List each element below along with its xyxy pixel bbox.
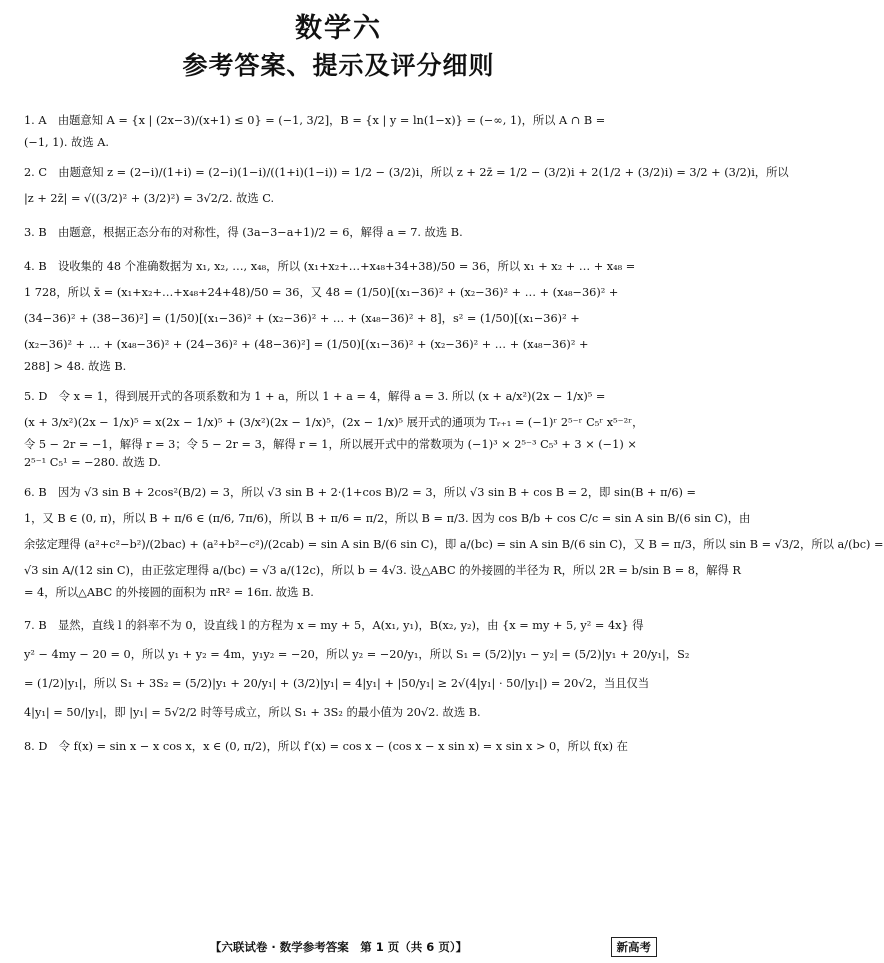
answer-line: y² − 4my − 20 = 0，所以 y₁ + y₂ = 4m，y₁y₂ = −20，所以 y₂ = −20/y₁，所以 S₁ = (5/2)|y₁ − y₂| = (5/2)|y₁ + 20/y₁|，S₂	[24, 648, 690, 661]
page-footer	[0, 937, 677, 957]
answer-line: 288] > 48. 故选 B.	[24, 360, 127, 373]
answer-line: 4|y₁| = 50/|y₁|，即 |y₁| = 5√2/2 时等号成立，所以 S₁ + 3S₂ 的最小值为 20√2. 故选 B.	[24, 706, 481, 719]
answer-line: 3. B 由题意，根据正态分布的对称性，得 (3a−3−a+1)/2 = 6，解得 a = 7. 故选 B.	[24, 226, 463, 239]
answer-line: (−1, 1). 故选 A.	[24, 136, 109, 149]
answer-line: = (1/2)|y₁|，所以 S₁ + 3S₂ = (5/2)|y₁ + 20/y₁| + (3/2)|y₁| = 4|y₁| + |50/y₁| ≥ 2√(4|y₁| · 50/|y₁|) = 20√2，当且仅当	[24, 677, 650, 690]
answer-line: 6. B 因为 √3 sin B + 2cos²(B/2) = 3，所以 √3 sin B + 2·(1+cos B)/2 = 3，所以 √3 sin B + cos B = 2，即 sin(B + π/6) =	[24, 486, 696, 499]
answer-line: (x₂−36)² + … + (x₄₈−36)² + (24−36)² + (48−36)²] = (1/50)[(x₁−36)² + (x₂−36)² + … + (x₄₈−36)² +	[24, 338, 589, 351]
answer-5	[24, 384, 654, 472]
answer-line: 1，又 B ∈ (0, π)，所以 B + π/6 ∈ (π/6, 7π/6)，所以 B + π/6 = π/2，所以 B = π/3. 因为 cos B/b + cos C/c = sin A sin B/(6 sin C)，由	[24, 512, 751, 525]
answer-line: 2⁵⁻¹ C₅¹ = −280. 故选 D.	[24, 456, 161, 469]
footer-text: 【六联试卷 · 数学参考答案 第 1 页（共 6 页）】	[209, 940, 468, 954]
answer-line: 5. D 令 x = 1，得到展开式的各项系数和为 1 + a，所以 1 + a = 4，解得 a = 3. 所以 (x + a/x²)(2x − 1/x)⁵ =	[24, 390, 606, 403]
answer-line: = 4，所以△ABC 的外接圆的面积为 πR² = 16π. 故选 B.	[24, 586, 314, 599]
answer-7	[24, 610, 690, 726]
answer-list	[24, 108, 884, 768]
answer-line: (34−36)² + (38−36)²] = (1/50)[(x₁−36)² + (x₂−36)² + … + (x₄₈−36)² + 8]，s² = (1/50)[(x₁−36)² +	[24, 312, 580, 325]
answer-line: 1. A 由题意知 A = {x | (2x−3)/(x+1) ≤ 0} = (−1, 3/2]，B = {x | y = ln(1−x)} = (−∞, 1)，所以 A ∩ B =	[24, 114, 606, 127]
answer-line: 令 5 − 2r = −1，解得 r = 3；令 5 − 2r = 3，解得 r = 1，所以展开式中的常数项为 (−1)³ × 2⁵⁻³ C₅³ + 3 × (−1) ×	[24, 438, 637, 451]
answer-line: √3 sin A/(12 sin C)，由正弦定理得 a/(bc) = √3 a/(12c)，所以 b = 4√3. 设△ABC 的外接圆的半径为 R，所以 2R = b/sin B = 8，解得 R	[24, 564, 741, 577]
answer-2	[24, 160, 789, 212]
answer-line: 1 728，所以 x̄ = (x₁+x₂+…+x₄₈+24+48)/50 = 36，又 48 = (1/50)[(x₁−36)² + (x₂−36)² + … + (x₄₈−36)² +	[24, 286, 619, 299]
answer-4	[24, 254, 654, 376]
answer-1	[24, 108, 654, 152]
answer-line: 2. C 由题意知 z = (2−i)/(1+i) = (2−i)(1−i)/((1+i)(1−i)) = 1/2 − (3/2)i，所以 z + 2z̄ = 1/2 − (3/2)i + 2(1/2 + (3/2)i) = 3/2 + (3/2)i，所以	[24, 166, 789, 179]
answer-line: 8. D 令 f(x) = sin x − x cos x，x ∈ (0, π/2)，所以 f′(x) = cos x − (cos x − x sin x) = x sin x > 0，所以 f(x) 在	[24, 740, 628, 753]
answer-line: 余弦定理得 (a²+c²−b²)/(2bac) + (a²+b²−c²)/(2cab) = sin A sin B/(6 sin C)，即 a/(bc) = sin A sin B/(6 sin C)，又 B = π/3，所以 sin B = √3/2，所以 a/(bc) =	[24, 538, 884, 551]
answer-6	[24, 480, 884, 602]
answer-line: (x + 3/x²)(2x − 1/x)⁵ = x(2x − 1/x)⁵ + (3/x²)(2x − 1/x)⁵，(2x − 1/x)⁵ 展开式的通项为 Tᵣ₊₁ = (−1)ʳ 2⁵⁻ʳ C₅ʳ x⁵⁻²ʳ，	[24, 416, 644, 429]
answer-line: 4. B 设收集的 48 个准确数据为 x₁, x₂, …, x₄₈，所以 (x₁+x₂+…+x₄₈+34+38)/50 = 36，所以 x₁ + x₂ + … + x₄₈ =	[24, 260, 636, 273]
page-subtitle: 参考答案、提示及评分细则	[182, 51, 495, 80]
answer-line: 7. B 显然，直线 l 的斜率不为 0，设直线 l 的方程为 x = my + 5，A(x₁, y₁)，B(x₂, y₂)，由 {x = my + 5, y² = 4x} 得	[24, 619, 644, 632]
edition-badge: 新高考	[611, 937, 658, 957]
answer-line: |z + 2z̄| = √((3/2)² + (3/2)²) = 3√2/2. 故选 C.	[24, 192, 275, 205]
page-title: 数学六	[295, 13, 382, 44]
answer-8	[24, 734, 654, 760]
answer-3	[24, 220, 654, 246]
